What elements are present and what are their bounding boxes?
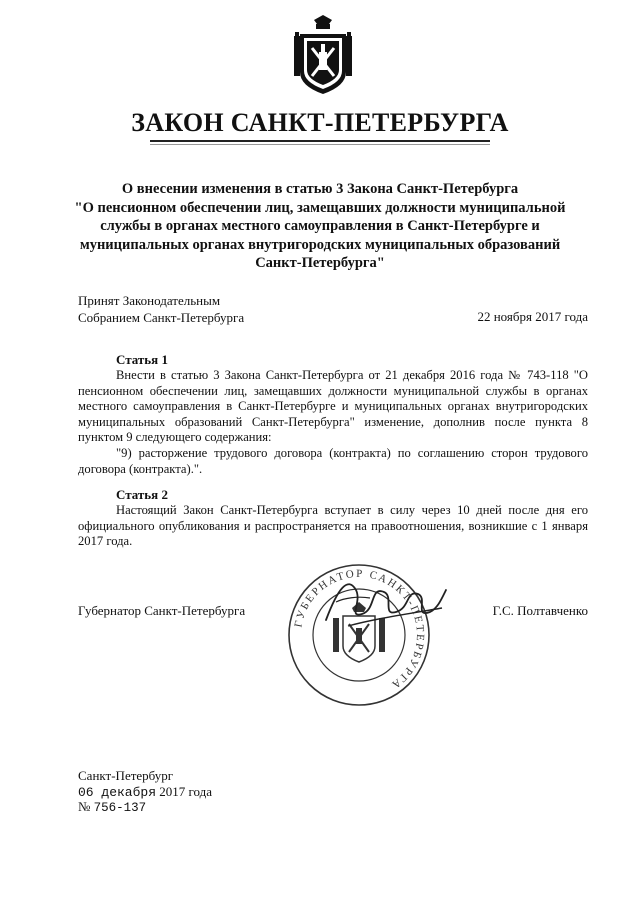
accepted-date: 22 ноября 2017 года [477, 309, 588, 324]
signing-date-typed: 06 декабря [78, 785, 157, 800]
handwritten-signature [318, 568, 448, 638]
article-1-heading: Статья 1 [116, 352, 168, 367]
signatory-name: Г.С. Полтавченко [492, 603, 588, 618]
law-number [78, 799, 146, 815]
article-1-body [78, 368, 588, 477]
article-2-body [78, 503, 588, 550]
article-2-heading: Статья 2 [116, 487, 168, 502]
seal-text: ГУБЕРНАТОР САНКТ-ПЕТЕРБУРГА [292, 567, 427, 692]
subject-line: муниципальных органах внутригородских муниципальных образований [79, 236, 561, 253]
subject-line: службы в органах местного самоуправления в Санкт-Петербурге и [100, 218, 540, 234]
signatory-position: Губернатор Санкт-Петербурга [78, 603, 246, 618]
article-1-quote: "9) расторжение трудового договора (контракта) по соглашению сторон трудового договора (контракта).". [78, 445, 588, 476]
law-subject [70, 180, 570, 273]
signing-place: Санкт-Петербург [78, 768, 174, 783]
signing-date [78, 784, 212, 800]
subject-line: О внесении изменения в статью 3 Закона Санкт-Петербурга [121, 181, 519, 197]
subject-line: Санкт-Петербурга" [255, 255, 385, 271]
subject-line: "О пенсионном обеспечении лиц, замещавших должности муниципальной [74, 199, 566, 216]
article-1-paragraph: Внести в статью 3 Закона Санкт-Петербурга от 21 декабря 2016 года № 743-118 "О пенсионном обеспечении лиц, замещавших должности муниципальной службы в органах местного самоуправления в Санкт-Петербурге и муниципальных органах внутригородских муниципальных образований Санкт-Петербурга" изменение, дополнив после пункта 8 пунктом 9 следующего содержания: [78, 368, 588, 445]
coat-of-arms-icon [294, 14, 352, 96]
accepted-line-2: Собранием Санкт-Петербурга [78, 310, 245, 325]
law-title: ЗАКОН САНКТ-ПЕТЕРБУРГА [131, 108, 509, 137]
law-number-value: 756-137 [93, 801, 147, 815]
accepted-by [78, 292, 244, 326]
law-number-prefix: № [78, 799, 91, 814]
accepted-line-1: Принят Законодательным [78, 293, 221, 308]
title-underline-secondary [150, 144, 490, 145]
title-underline [150, 140, 490, 142]
signing-year: 2017 года [159, 784, 213, 799]
article-2-paragraph: Настоящий Закон Санкт-Петербурга вступает в силу через 10 дней после дня его официального опубликования и распространяется на правоотношения, возникшие с 1 января 2017 года. [78, 503, 588, 549]
